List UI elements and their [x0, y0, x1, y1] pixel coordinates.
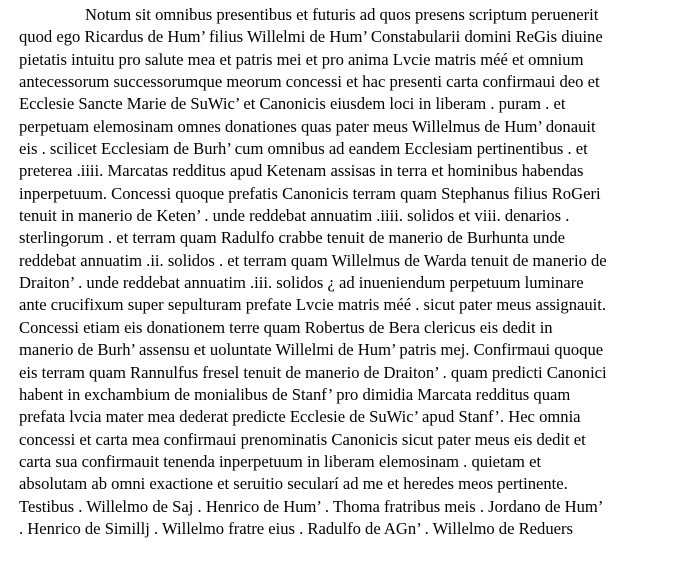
text-line: eis . scilicet Ecclesiam de Burh’ cum omnibus ad eandem Ecclesiam pertinentibus . et — [19, 139, 588, 159]
text-line: absolutam ab omni exactione et seruitio secularí ad me et heredes meos pertinente. — [19, 474, 568, 494]
text-line: manerio de Burh’ assensu et uoluntate Willelmi de Hum’ patris mej. Confirmaui quoque — [19, 340, 604, 360]
text-line: pietatis intuitu pro salute mea et patris mei et pro anima Lvcie matris méé et omnium — [19, 49, 584, 69]
text-line: eis terram quam Rannulfus fresel tenuit de manerio de Draiton’ . quam predicti Canonici — [19, 362, 607, 382]
text-line: antecessorum successorumque meorum concessi et hac presenti carta confirmaui deo et — [19, 72, 600, 92]
text-line: quod ego Ricardus de Hum’ filius Willelmi de Hum’ Constabularii domini ReGis diuine — [19, 27, 603, 47]
text-line: Concessi etiam eis donationem terre quam Robertus de Bera clericus eis dedit in — [19, 317, 553, 337]
text-line: Notum sit omnibus presentibus et futuris ad quos presens scriptum peruenerit — [85, 5, 599, 24]
text-line: tenuit in manerio de Keten’ . unde reddebat annuatim .iiii. solidos et viii. denarios . — [19, 206, 570, 226]
text-line: reddebat annuatim .ii. solidos . et terram quam Willelmus de Warda tenuit de manerio de — [19, 250, 607, 270]
text-line: preterea .iiii. Marcatas redditus apud Ketenam assisas in terra et hominibus habendas — [19, 161, 584, 181]
text-line: prefata lvcia mater mea dederat predicte Ecclesie de SuWic’ apud Stanf’. Hec omnia — [19, 407, 581, 427]
text-line: ante crucifixum super sepulturam prefate Lvcie matris méé . sicut pater meus assignauit. — [19, 295, 607, 315]
text-line: inperpetuum. Concessi quoque prefatis Canonicis terram quam Stephanus filius RoGeri — [19, 183, 601, 203]
text-line: Testibus . Willelmo de Saj . Henrico de Hum’ . Thoma fratribus meis . Jordano de Hum’ — [19, 496, 604, 516]
text-line: . Henrico de Simillj . Willelmo fratre eius . Radulfo de AGn’ . Willelmo de Reduers — [19, 518, 573, 538]
text-line: concessi et carta mea confirmaui prenominatis Canonicis sicut pater meus eis dedit et — [19, 429, 586, 449]
text-line: carta sua confirmauit tenenda inperpetuum in liberam elemosinam . quietam et — [19, 451, 542, 471]
text-line: Ecclesie Sancte Marie de SuWic’ et Canonicis eiusdem loci in liberam . puram . et — [19, 94, 566, 114]
charter-text — [19, 4, 689, 540]
text-line: perpetuam elemosinam omnes donationes quas pater meus Willelmus de Hum’ donauit — [19, 116, 596, 136]
text-line: sterlingorum . et terram quam Radulfo crabbe tenuit de manerio de Burhunta unde — [19, 228, 566, 248]
text-line: habent in exchambium de monialibus de Stanf’ pro dimidia Marcata redditus quam — [19, 384, 571, 404]
text-line: Draiton’ . unde reddebat annuatim .iii. solidos ¿ ad inueniendum perpetuum luminare — [19, 273, 584, 293]
